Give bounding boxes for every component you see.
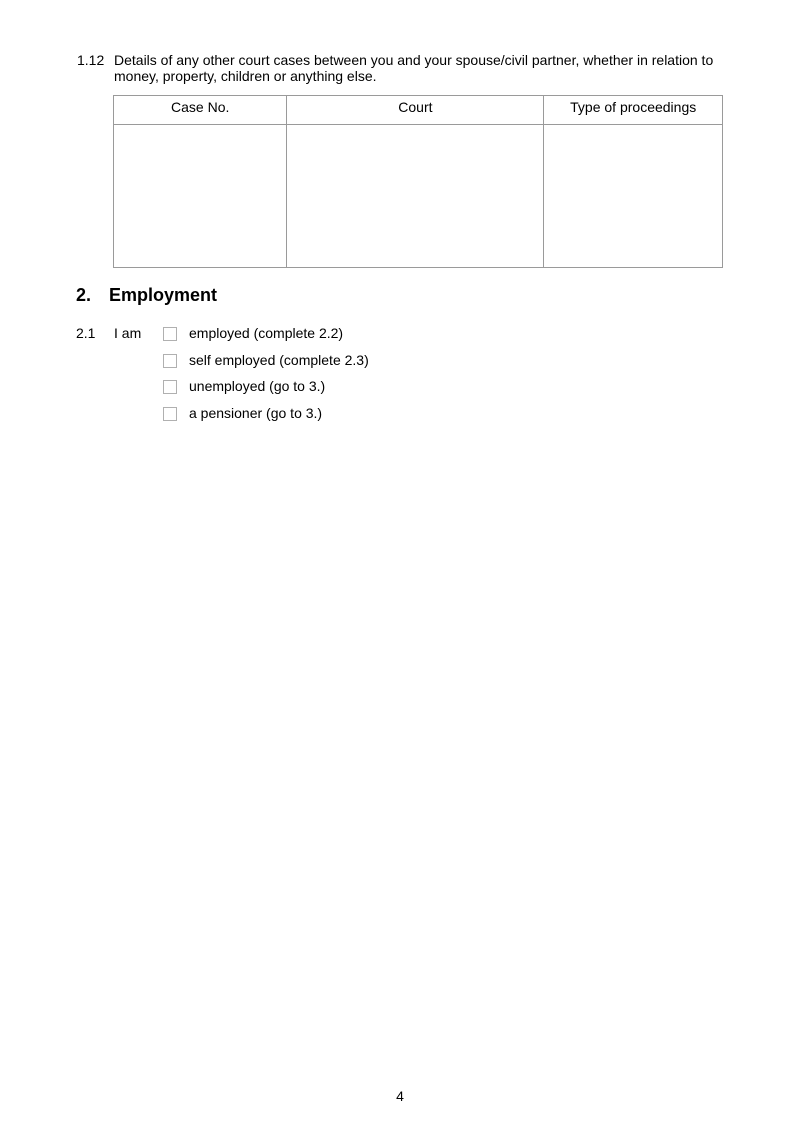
question-number: 2.1 bbox=[76, 325, 96, 341]
pensioner-checkbox[interactable] bbox=[163, 407, 177, 421]
section-title: Employment bbox=[109, 285, 218, 305]
court-field[interactable] bbox=[287, 125, 544, 268]
unemployed-checkbox[interactable] bbox=[163, 380, 177, 394]
self-employed-checkbox[interactable] bbox=[163, 354, 177, 368]
question-number: 1.12 bbox=[77, 52, 105, 68]
employed-checkbox[interactable] bbox=[163, 327, 177, 341]
option-label: a pensioner (go to 3.) bbox=[189, 405, 323, 421]
header-type-of-proceedings: Type of proceedings bbox=[544, 96, 723, 125]
table-header-row bbox=[114, 96, 723, 125]
case-no-field[interactable] bbox=[114, 125, 287, 268]
header-court: Court bbox=[287, 96, 544, 125]
option-label: unemployed (go to 3.) bbox=[189, 378, 326, 394]
section-number: 2. bbox=[76, 285, 92, 305]
option-label: employed (complete 2.2) bbox=[189, 325, 344, 341]
table-row bbox=[114, 125, 723, 268]
question-label: I am bbox=[114, 325, 142, 341]
type-of-proceedings-field[interactable] bbox=[544, 125, 723, 268]
question-1-12 bbox=[77, 52, 737, 84]
question-text: Details of any other court cases between you and your spouse/civil partner, whether in relation to money, property, children or anything else. bbox=[114, 52, 714, 84]
court-cases-table bbox=[113, 95, 723, 268]
section-heading bbox=[76, 285, 217, 306]
header-case-no: Case No. bbox=[114, 96, 287, 125]
page-number: 4 bbox=[396, 1088, 404, 1104]
option-label: self employed (complete 2.3) bbox=[189, 352, 369, 368]
